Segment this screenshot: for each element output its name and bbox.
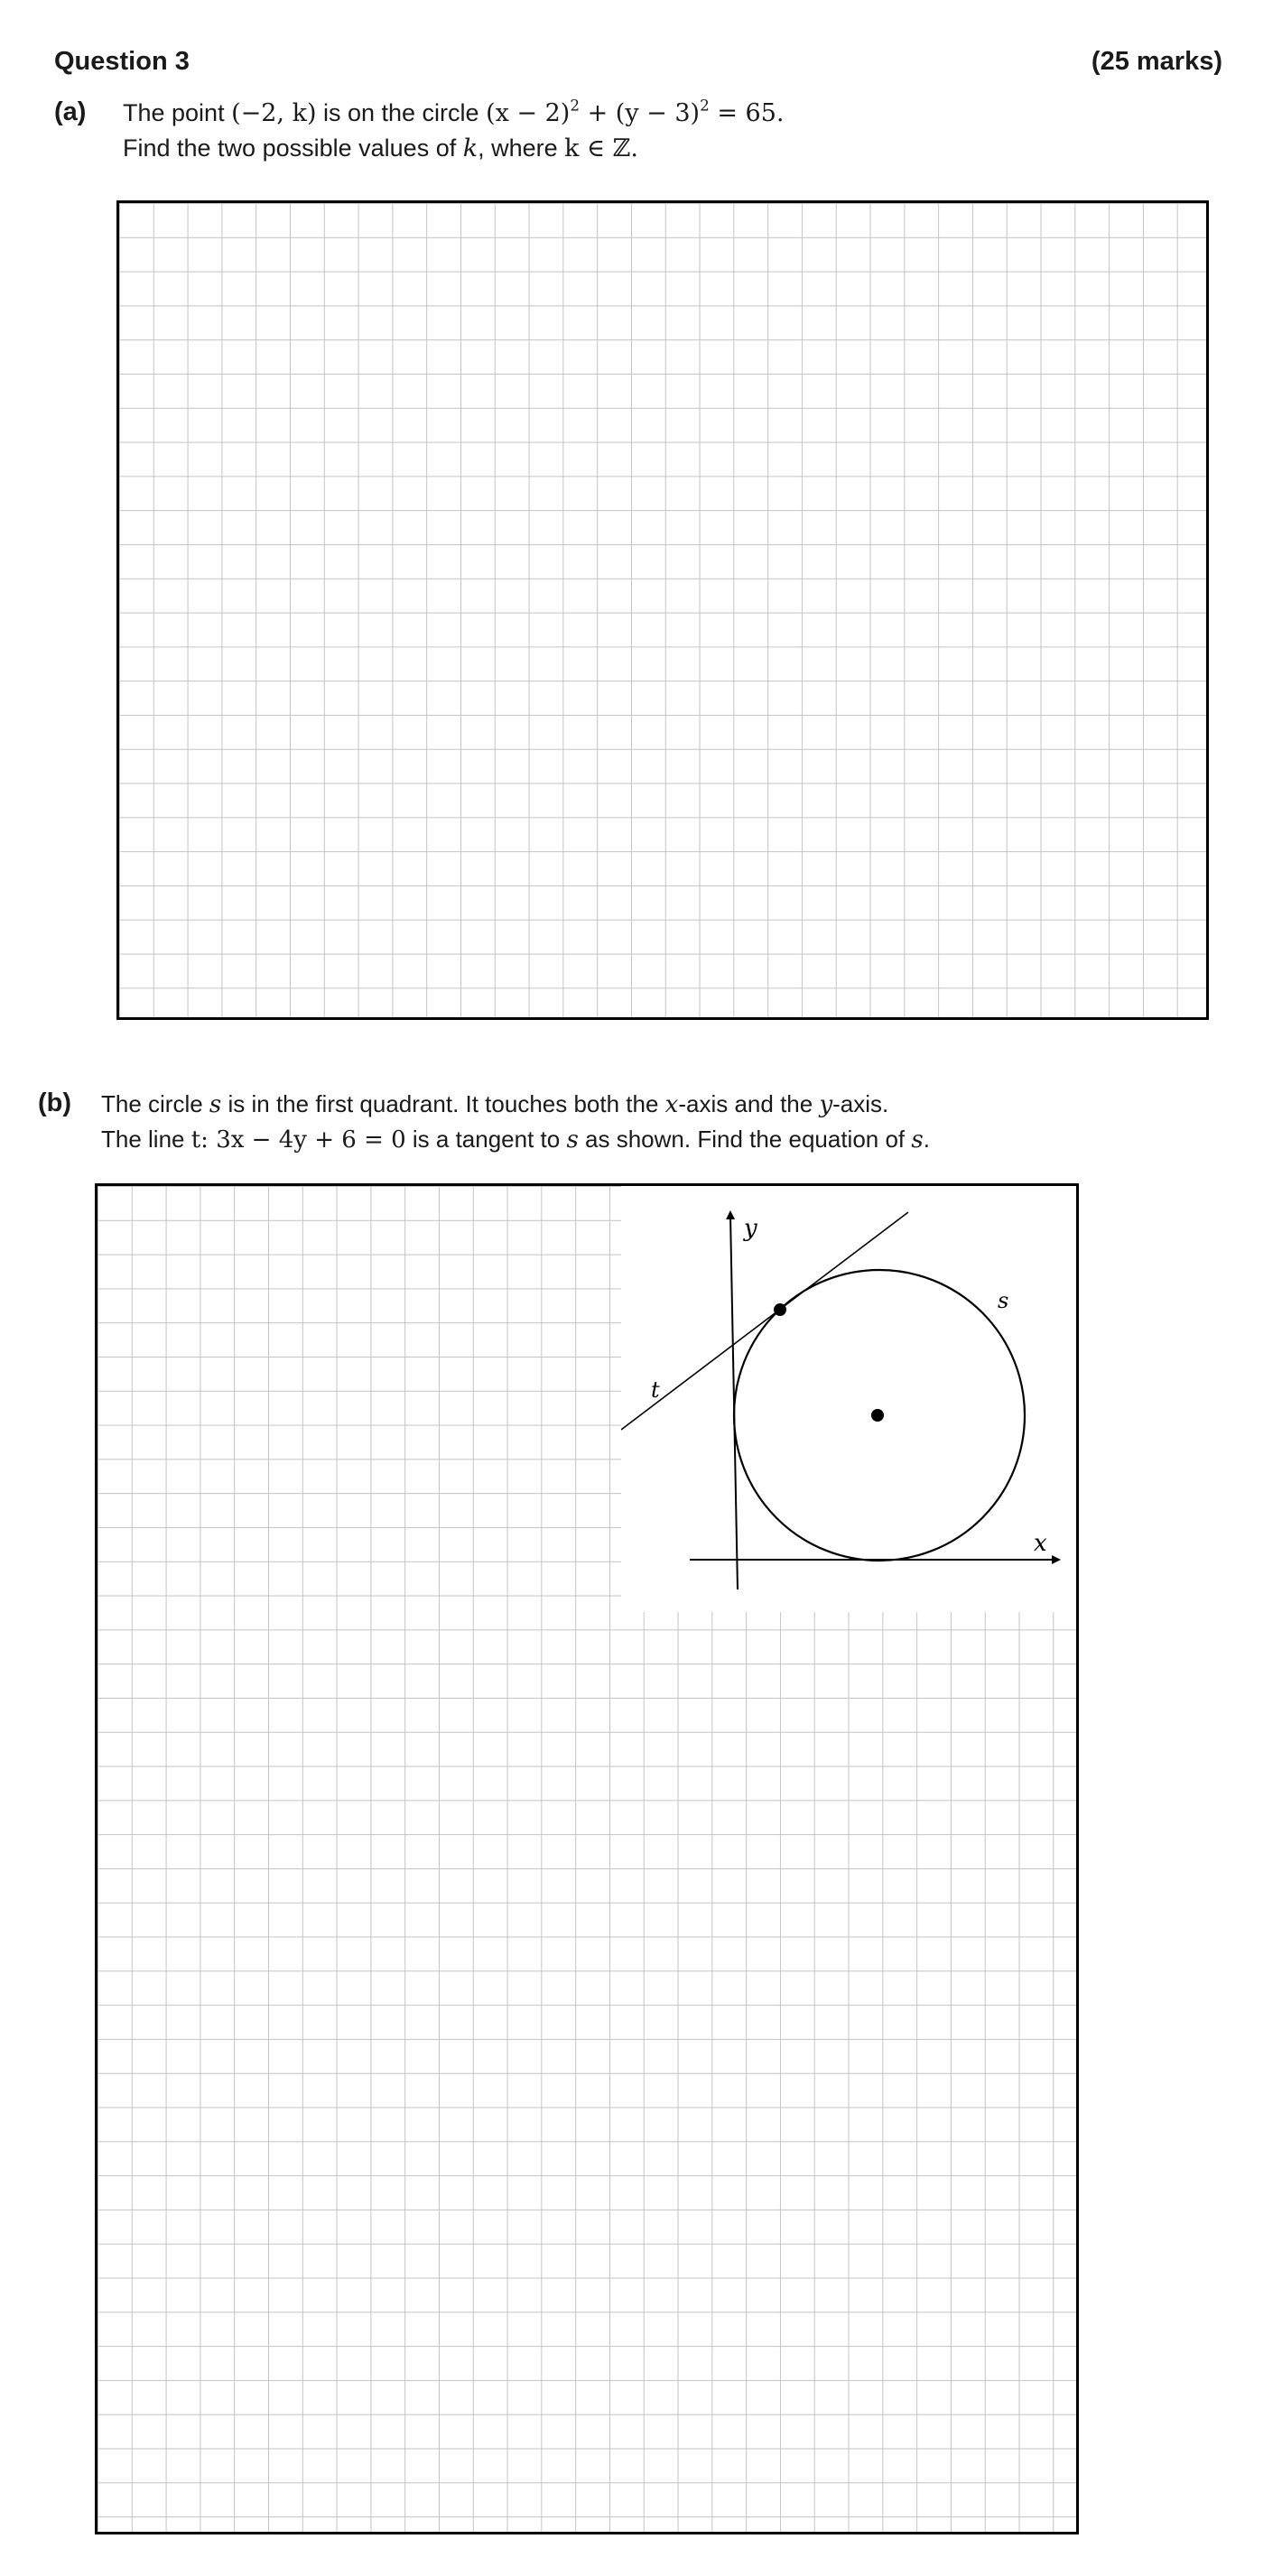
part-b-line-1 <box>101 1087 930 1122</box>
part-a-text: Find the two possible values of <box>123 134 463 162</box>
part-b-text: The line <box>101 1126 191 1153</box>
tangent-equation: t: 3x − 4y + 6 = 0 <box>190 1126 406 1154</box>
label-t: t <box>651 1377 660 1403</box>
part-a-line-2 <box>123 131 784 166</box>
exponent: 2 <box>700 96 710 115</box>
part-b-question <box>101 1087 930 1157</box>
answer-box-a[interactable] <box>116 200 1209 1020</box>
label-s: s <box>998 1288 1009 1313</box>
circle-tangent-diagram <box>621 1186 1076 1612</box>
part-b-text: The circle <box>101 1090 209 1117</box>
part-b-text: is in the first quadrant. It touches both the <box>221 1090 665 1117</box>
circle-centre <box>871 1409 884 1422</box>
exponent: 2 <box>570 96 580 115</box>
part-a-label: (a) <box>54 97 87 126</box>
k-variable: k <box>462 134 478 162</box>
label-x: x <box>1034 1530 1047 1557</box>
question-title: Question 3 <box>54 47 190 76</box>
s-variable: s <box>911 1126 924 1154</box>
part-b-text: . <box>923 1126 930 1153</box>
part-a-question <box>123 96 784 166</box>
part-b-text: -axis. <box>832 1090 889 1117</box>
part-b-line-2 <box>101 1122 930 1157</box>
circle-term-x: (x − 2) <box>486 99 571 127</box>
point-expression: (−2, k) <box>231 99 317 127</box>
k-set: k ∈ ℤ. <box>564 134 638 162</box>
plus-sign: + <box>579 99 616 127</box>
x-variable: x <box>664 1091 679 1118</box>
tangent-line-t <box>621 1212 908 1430</box>
s-variable: s <box>566 1126 579 1154</box>
part-a-line-1 <box>123 96 784 131</box>
part-b-text: as shown. Find the equation of <box>578 1126 912 1153</box>
label-y: y <box>744 1215 757 1242</box>
tangent-point <box>774 1303 786 1316</box>
part-a-text: is on the circle <box>316 99 487 126</box>
part-b-text: -axis and the <box>678 1090 820 1117</box>
part-a-text: , where <box>478 134 565 162</box>
circle-rhs: = 65. <box>709 99 785 127</box>
part-b-text: is a tangent to <box>405 1126 567 1153</box>
s-variable: s <box>209 1091 222 1118</box>
circle-term-y: (y − 3) <box>615 99 701 127</box>
question-marks: (25 marks) <box>1091 47 1222 76</box>
part-b-label: (b) <box>38 1089 72 1117</box>
diagram-svg <box>621 1186 1076 1612</box>
part-a-text: The point <box>123 99 232 126</box>
y-variable: y <box>819 1091 833 1118</box>
